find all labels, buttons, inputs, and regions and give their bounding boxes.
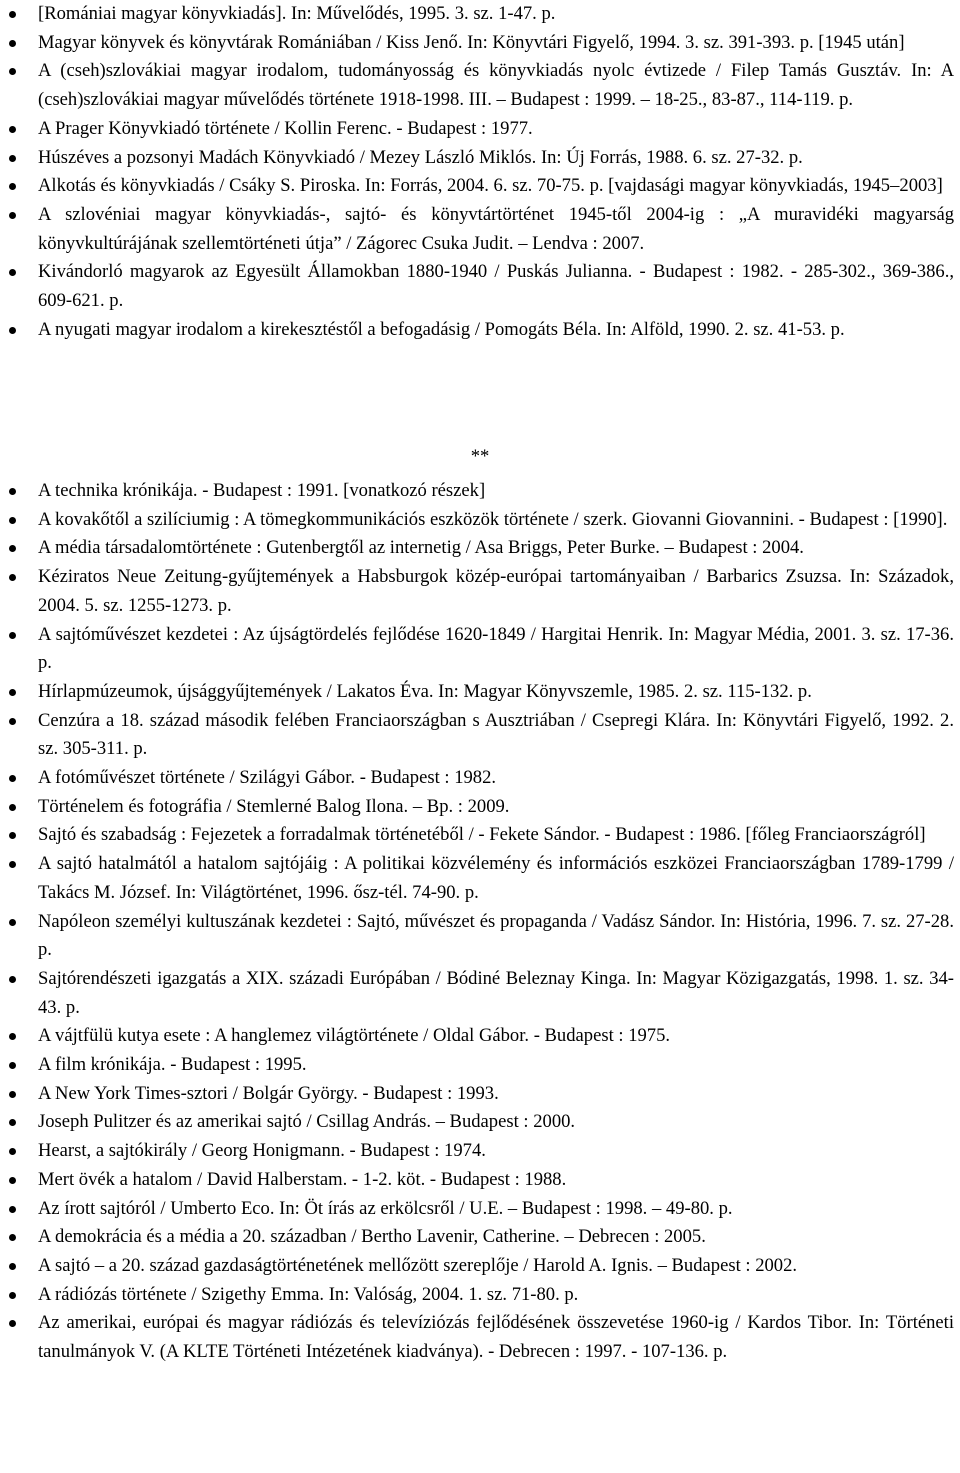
list-item-text: Cenzúra a 18. század második felében Franciaországban s Ausztriában / Csepregi Klára. In: Könyvtári Figyelő, 1992. 2. sz. 305-311. p. <box>38 709 954 760</box>
bullet-icon <box>9 775 16 782</box>
bullet-icon <box>9 40 16 47</box>
list-item-text: A nyugati magyar irodalom a kirekesztéstől a befogadásig / Pomogáts Béla. In: Alföld, 1990. 2. sz. 41-53. p. <box>38 318 845 340</box>
list-item <box>0 850 960 907</box>
bullet-icon <box>9 718 16 725</box>
list-item-text: A (cseh)szlovákiai magyar irodalom, tudományosság és könyvkiadás nyolc évtizede / Filep Tamás Gusztáv. In: A (cseh)szlovákiai magyar művelődés története 1918-1998. III. – Budapest : 1999. – 18-25., 83-87., 114-119. p. <box>38 60 954 111</box>
bullet-icon <box>9 1177 16 1184</box>
list-item-text: Húszéves a pozsonyi Madách Könyvkiadó / Mezey László Miklós. In: Új Forrás, 1988. 6. sz. 27-32. p. <box>38 146 803 168</box>
list-item <box>0 144 960 173</box>
bullet-icon <box>9 574 16 581</box>
list-item <box>0 115 960 144</box>
list-item <box>0 477 960 506</box>
list-item <box>0 1252 960 1281</box>
list-item-text: Történelem és fotográfia / Stemlerné Balog Ilona. – Bp. : 2009. <box>38 795 510 817</box>
list-item <box>0 1051 960 1080</box>
list-item <box>0 1022 960 1051</box>
bullet-icon <box>9 212 16 219</box>
list-item <box>0 1309 960 1366</box>
bullet-icon <box>9 1206 16 1213</box>
list-item <box>0 29 960 58</box>
bullet-icon <box>9 1148 16 1155</box>
list-item-text: A demokrácia és a média a 20. században / Bertho Lavenir, Catherine. – Debrecen : 2005. <box>38 1226 706 1248</box>
list-item-text: Az amerikai, európai és magyar rádiózás és televíziózás fejlődésének összevetése 1960-ig / Kardos Tibor. In: Történeti tanulmányok V. (A KLTE Történeti Intézetének kiadványa). - Debrecen : 1997. - 107-136. p. <box>38 1312 954 1363</box>
bullet-icon <box>9 1033 16 1040</box>
bullet-icon <box>9 517 16 524</box>
list-item <box>0 793 960 822</box>
list-item-text: A sajtó hatalmától a hatalom sajtójáig : A politikai közvélemény és információs eszközei Franciaországban 1789-1799 / Takács M. József. In: Világtörténet, 1996. ősz-tél. 74-90. p. <box>38 853 954 903</box>
bullet-icon <box>9 1091 16 1098</box>
list-item <box>0 908 960 965</box>
list-item-text: Hearst, a sajtókirály / Georg Honigmann. - Budapest : 1974. <box>38 1140 486 1162</box>
bibliography-list-media <box>0 477 960 1367</box>
bullet-icon <box>9 689 16 696</box>
list-item-text: A technika krónikája. - Budapest : 1991. [vonatkozó részek] <box>38 480 486 501</box>
bullet-icon <box>9 832 16 839</box>
bullet-icon <box>9 1320 16 1327</box>
list-item <box>0 57 960 114</box>
bibliography-list-regional <box>0 0 960 344</box>
list-item-text: Sajtórendészeti igazgatás a XIX. századi Európában / Bódiné Beleznay Kinga. In: Magyar Közigazgatás, 1998. 1. sz. 34-43. p. <box>38 967 954 1018</box>
list-item-text: A sajtó – a 20. század gazdaságtörténetének mellőzött szereplője / Harold A. Ignis. – Budapest : 2002. <box>38 1254 798 1276</box>
list-item-text: Napóleon személyi kultuszának kezdetei : Sajtó, művészet és propaganda / Vadász Sándor. In: História, 1996. 7. sz. 27-28. p. <box>38 910 954 961</box>
bullet-icon <box>9 1119 16 1126</box>
list-item <box>0 621 960 678</box>
list-item-text: A Prager Könyvkiadó története / Kollin Ferenc. - Budapest : 1977. <box>38 117 533 139</box>
bullet-icon <box>9 155 16 162</box>
list-item-text: Hírlapmúzeumok, újsággyűjtemények / Lakatos Éva. In: Magyar Könyvszemle, 1985. 2. sz. 115-132. p. <box>38 680 812 702</box>
list-item-text: A fotóművészet története / Szilágyi Gábor. - Budapest : 1982. <box>38 767 497 789</box>
list-item-text: A vájtfülü kutya esete : A hanglemez világtörténete / Oldal Gábor. - Budapest : 1975. <box>38 1025 671 1047</box>
bullet-icon <box>9 919 16 926</box>
bullet-icon <box>9 183 16 190</box>
bullet-icon <box>9 545 16 552</box>
bullet-icon <box>9 632 16 639</box>
list-item-text: A média társadalomtörténete : Gutenbergtől az internetig / Asa Briggs, Peter Burke. – Budapest : 2004. <box>38 537 804 559</box>
list-item <box>0 1195 960 1224</box>
list-item <box>0 1281 960 1310</box>
bullet-icon <box>9 1062 16 1069</box>
list-item-text: Sajtó és szabadság : Fejezetek a forradalmak történetéből / - Fekete Sándor. - Budapest : 1986. [főleg Franciaországról] <box>38 824 926 846</box>
list-item <box>0 821 960 850</box>
list-item-text: Kivándorló magyarok az Egyesült Államokban 1880-1940 / Puskás Julianna. - Budapest : 1982. - 285-302., 369-386., 609-621. p. <box>38 261 954 312</box>
bullet-icon <box>9 488 16 495</box>
bullet-icon <box>9 11 16 18</box>
list-item <box>0 534 960 563</box>
list-item <box>0 707 960 764</box>
bullet-icon <box>9 976 16 983</box>
list-item-text: [Romániai magyar könyvkiadás]. In: Művelődés, 1995. 3. sz. 1-47. p. <box>38 3 556 24</box>
list-item <box>0 1223 960 1252</box>
bullet-icon <box>9 269 16 276</box>
list-item-text: Magyar könyvek és könyvtárak Romániában / Kiss Jenő. In: Könyvtári Figyelő, 1994. 3. sz. 391-393. p. [1945 után] <box>38 31 905 53</box>
list-item-text: Alkotás és könyvkiadás / Csáky S. Piroska. In: Forrás, 2004. 6. sz. 70-75. p. [vajdasági magyar könyvkiadás, 1945–2003] <box>38 175 943 197</box>
bullet-icon <box>9 1234 16 1241</box>
list-item <box>0 0 960 29</box>
bullet-icon <box>9 1263 16 1270</box>
bullet-icon <box>9 861 16 868</box>
list-item-text: A rádiózás története / Szigethy Emma. In: Valóság, 2004. 1. sz. 71-80. p. <box>38 1283 579 1305</box>
list-item <box>0 201 960 258</box>
bullet-icon <box>9 804 16 811</box>
list-item <box>0 965 960 1022</box>
list-item-text: A kovakőtől a szilíciumig : A tömegkommunikációs eszközök története / szerk. Giovanni Giovannini. - Budapest : [1990]. <box>38 508 948 530</box>
bullet-icon <box>9 126 16 133</box>
list-item <box>0 1166 960 1195</box>
list-item <box>0 1108 960 1137</box>
list-item <box>0 764 960 793</box>
list-item-text: A film krónikája. - Budapest : 1995. <box>38 1054 307 1076</box>
list-item <box>0 258 960 315</box>
list-item-text: Az írott sajtóról / Umberto Eco. In: Öt írás az erkölcsről / U.E. – Budapest : 1998. – 49-80. p. <box>38 1197 733 1219</box>
bullet-icon <box>9 68 16 75</box>
list-item <box>0 563 960 620</box>
section-separator: ** <box>470 446 490 467</box>
list-item <box>0 172 960 201</box>
list-item-text: Joseph Pulitzer és az amerikai sajtó / Csillag András. – Budapest : 2000. <box>38 1111 576 1133</box>
list-item-text: A sajtóművészet kezdetei : Az újságtördelés fejlődése 1620-1849 / Hargitai Henrik. In: Magyar Média, 2001. 3. sz. 17-36. p. <box>38 623 954 674</box>
bullet-icon <box>9 1292 16 1299</box>
list-item-text: A szlovéniai magyar könyvkiadás-, sajtó- és könyvtártörténet 1945-től 2004-ig : „A muravidéki magyarság könyvkultúrájának szellemtörténeti útja” / Zágorec Csuka Judit. – Lendva : 2007. <box>38 203 954 254</box>
list-item-text: Mert övék a hatalom / David Halberstam. - 1-2. köt. - Budapest : 1988. <box>38 1168 567 1190</box>
list-item <box>0 506 960 535</box>
list-item-text: A New York Times-sztori / Bolgár György. - Budapest : 1993. <box>38 1082 499 1104</box>
list-item <box>0 316 960 345</box>
list-item <box>0 1137 960 1166</box>
list-item-text: Kéziratos Neue Zeitung-gyűjtemények a Habsburgok közép-európai tartományaiban / Barbarics Zsuzsa. In: Századok, 2004. 5. sz. 1255-1273. p. <box>38 566 954 616</box>
list-item <box>0 678 960 707</box>
bullet-icon <box>9 327 16 334</box>
list-item <box>0 1080 960 1109</box>
